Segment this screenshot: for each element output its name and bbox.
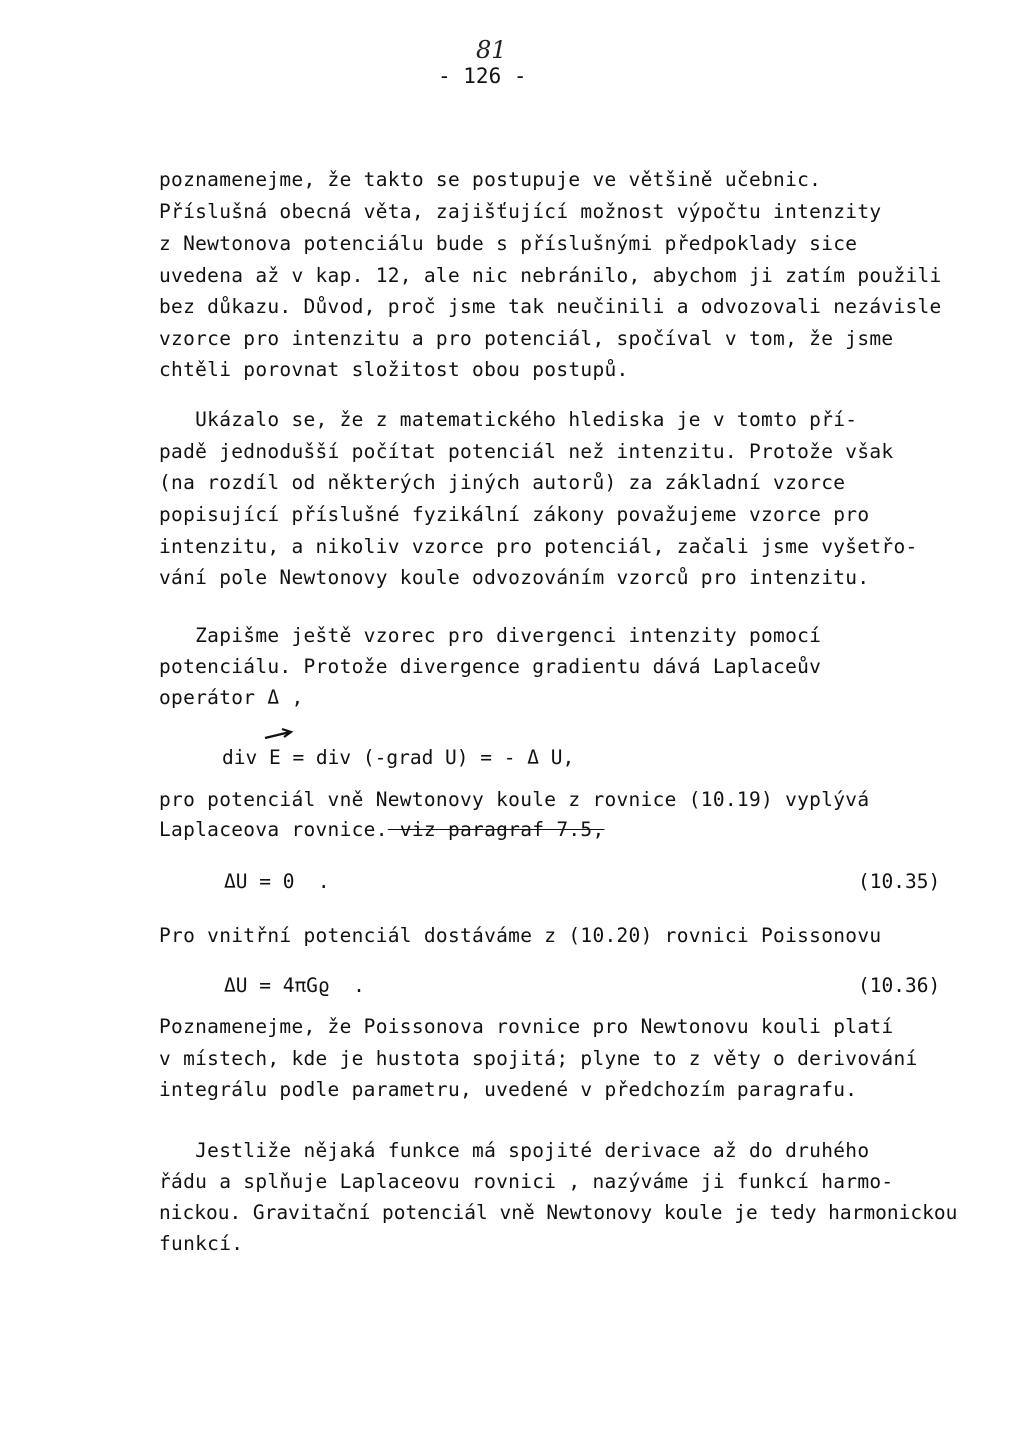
typed-page-number: - 126 - (438, 64, 527, 88)
paragraph-3-line: operátor Δ , (159, 686, 304, 709)
paragraph-1-line: vzorce pro intenzitu a pro potenciál, spočíval v tom, že jsme (159, 327, 894, 350)
paragraph-4-text: Laplaceova rovnice. (159, 818, 388, 841)
paragraph-6-line: v místech, kde je hustota spojitá; plyne to z věty o derivování (159, 1047, 918, 1070)
struck-reference: viz paragraf 7.5, (387, 818, 605, 841)
equation-laplace: ΔU = 0 . (224, 870, 330, 893)
paragraph-7-line: Jestliže nějaká funkce má spojité derivace až do druhého (159, 1139, 870, 1162)
equation-poisson: ΔU = 4πGϱ . (224, 974, 365, 997)
paragraph-1-line: bez důkazu. Důvod, proč jsme tak neučinili a odvozovali nezávisle (159, 295, 942, 318)
paragraph-2-line: vání pole Newtonovy koule odvozováním vzorců pro intenzitu. (159, 566, 870, 589)
paragraph-2-line: padě jednodušší počítat potenciál než intenzitu. Protože však (159, 440, 894, 463)
paragraph-2-line: Ukázalo se, že z matematického hlediska je v tomto pří- (159, 408, 858, 431)
paragraph-1-line: chtěli porovnat složitost obou postupů. (159, 358, 629, 381)
paragraph-2-line: popisující příslušné fyzikální zákony považujeme vzorce pro (159, 503, 870, 526)
paragraph-4-line (159, 818, 605, 842)
paragraph-4-line: pro potenciál vně Newtonovy koule z rovnice (10.19) vyplývá (159, 788, 870, 811)
paragraph-7-line: nickou. Gravitační potenciál vně Newtonovy koule je tedy harmonickou (159, 1201, 958, 1224)
paragraph-3-line: Zapišme ještě vzorec pro divergenci intenzity pomocí (159, 624, 822, 647)
paragraph-1-line: z Newtonova potenciálu bude s příslušnými předpoklady sice (159, 232, 858, 255)
paragraph-1-line: poznamenejme, že takto se postupuje ve většině učebnic. (159, 168, 822, 191)
vector-arrow-icon (262, 726, 298, 744)
paragraph-2-line: intenzitu, a nikoliv vzorce pro potenciál, začali jsme vyšetřo- (159, 535, 918, 558)
paragraph-1-line: Příslušná obecná věta, zajišťující možnost výpočtu intenzity (159, 200, 882, 223)
paragraph-6-line: Poznamenejme, že Poissonova rovnice pro Newtonovu kouli platí (159, 1015, 894, 1038)
handwritten-page-number: 81 (476, 36, 507, 64)
paragraph-6-line: integrálu podle parametru, uvedené v předchozím paragrafu. (159, 1078, 858, 1101)
paragraph-2-line: (na rozdíl od některých jiných autorů) za základní vzorce (159, 471, 846, 494)
paragraph-7-line: funkcí. (159, 1232, 244, 1255)
equation-number: (10.35) (858, 870, 941, 893)
equation-div-e: div E = div (-grad U) = - Δ U, (222, 746, 575, 769)
equation-number: (10.36) (858, 974, 941, 997)
paragraph-7-line: řádu a splňuje Laplaceovu rovnici , nazýváme ji funkcí harmo- (159, 1170, 894, 1193)
paragraph-3-line: potenciálu. Protože divergence gradientu dává Laplaceův (159, 655, 822, 678)
paragraph-1-line: uvedena až v kap. 12, ale nic nebránilo, abychom ji zatím použili (159, 264, 942, 287)
paragraph-5-line: Pro vnitřní potenciál dostáváme z (10.20) rovnici Poissonovu (159, 924, 882, 947)
